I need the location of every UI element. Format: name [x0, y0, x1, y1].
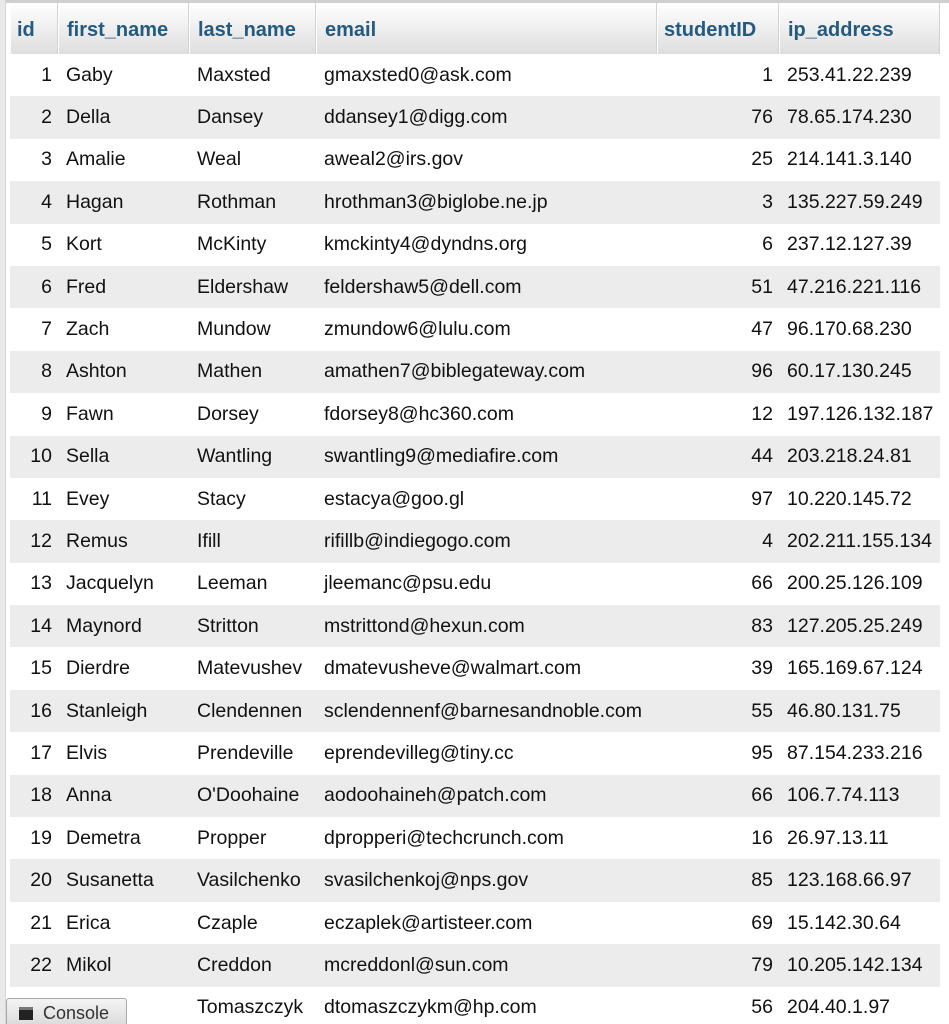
cell-ip-address: 87.154.233.216 [787, 741, 923, 764]
cell-student-id: 95 [751, 741, 773, 764]
table-header [10, 3, 940, 55]
cell-first-name: Demetra [66, 826, 141, 849]
cell-ip-address: 46.80.131.75 [787, 699, 901, 722]
cell-ip-address: 197.126.132.187 [787, 402, 934, 425]
cell-last-name: Dansey [197, 106, 264, 129]
cell-ip-address: 106.7.74.113 [787, 784, 900, 807]
cell-ip-address: 165.169.67.124 [787, 657, 923, 680]
cell-id: 5 [41, 233, 52, 256]
table-row[interactable] [10, 520, 940, 562]
cell-id: 9 [41, 402, 52, 425]
cell-id: 17 [30, 741, 52, 764]
table-row[interactable] [10, 563, 940, 605]
cell-last-name: Dorsey [197, 402, 259, 425]
cell-first-name: Erica [66, 911, 111, 934]
column-header-ip-address[interactable]: ip_address [779, 3, 940, 54]
cell-email: aodoohaineh@patch.com [324, 784, 547, 807]
cell-student-id: 76 [751, 106, 773, 129]
console-icon [19, 1007, 33, 1020]
cell-id: 4 [41, 190, 52, 213]
cell-id: 19 [30, 826, 52, 849]
cell-first-name: Hagan [66, 190, 124, 213]
cell-ip-address: 96.170.68.230 [787, 318, 912, 341]
cell-last-name: Czaple [197, 911, 258, 934]
cell-last-name: Mathen [197, 360, 263, 383]
console-label: Console [43, 1002, 110, 1023]
cell-ip-address: 135.227.59.249 [787, 190, 923, 213]
cell-id: 16 [30, 699, 52, 722]
table-row[interactable] [10, 478, 940, 520]
cell-ip-address: 47.216.221.116 [787, 275, 922, 298]
cell-id: 13 [30, 572, 52, 595]
cell-last-name: Ifill [197, 529, 221, 552]
cell-id: 7 [41, 318, 52, 341]
cell-first-name: Zach [66, 318, 110, 341]
cell-id: 14 [30, 614, 52, 637]
cell-email: mcreddonl@sun.com [324, 953, 509, 976]
cell-ip-address: 26.97.13.11 [787, 826, 889, 849]
cell-first-name: Maynord [66, 614, 142, 637]
cell-id: 10 [30, 445, 52, 468]
cell-first-name: Stanleigh [66, 699, 148, 722]
cell-id: 12 [30, 529, 52, 552]
cell-last-name: Matevushev [197, 657, 303, 680]
cell-email: rifillb@indiegogo.com [324, 529, 511, 552]
cell-first-name: Amalie [66, 148, 126, 171]
table-row[interactable] [10, 732, 940, 774]
cell-student-id: 55 [751, 699, 773, 722]
cell-first-name: Mikol [66, 953, 112, 976]
cell-email: sclendennenf@barnesandnoble.com [324, 699, 642, 722]
cell-ip-address: 237.12.127.39 [787, 233, 912, 256]
cell-ip-address: 200.25.126.109 [787, 572, 923, 595]
cell-student-id: 47 [751, 318, 773, 341]
cell-email: jleemanc@psu.edu [324, 572, 492, 595]
cell-ip-address: 15.142.30.64 [787, 911, 901, 934]
table-row[interactable] [10, 266, 940, 308]
cell-email: mstrittond@hexun.com [324, 614, 525, 637]
cell-student-id: 79 [751, 953, 773, 976]
cell-last-name: Tomaszczyk [197, 996, 304, 1019]
cell-last-name: Maxsted [197, 63, 271, 86]
cell-first-name: Fred [66, 275, 107, 298]
cell-last-name: Leeman [197, 572, 268, 595]
cell-ip-address: 214.141.3.140 [787, 148, 912, 171]
cell-id: 8 [41, 360, 52, 383]
cell-email: eczaplek@artisteer.com [324, 911, 533, 934]
cell-email: kmckinty4@dyndns.org [324, 233, 527, 256]
cell-first-name: Dierdre [66, 657, 130, 680]
cell-last-name: Creddon [197, 953, 272, 976]
left-border [0, 0, 6, 1024]
cell-first-name: Della [66, 106, 111, 129]
cell-first-name: Jacquelyn [66, 572, 154, 595]
cell-email: feldershaw5@dell.com [324, 275, 522, 298]
table-row[interactable] [10, 902, 940, 944]
cell-ip-address: 78.65.174.230 [787, 106, 912, 129]
cell-last-name: Wantling [197, 445, 273, 468]
column-header-last-name[interactable]: last_name [189, 3, 316, 54]
cell-email: gmaxsted0@ask.com [324, 63, 512, 86]
column-header-id[interactable]: id [10, 3, 58, 54]
console-button[interactable] [6, 998, 127, 1024]
cell-student-id: 66 [751, 784, 773, 807]
cell-first-name: Gaby [66, 63, 113, 86]
cell-last-name: Eldershaw [197, 275, 289, 298]
cell-student-id: 83 [751, 614, 773, 637]
cell-student-id: 69 [751, 911, 773, 934]
cell-student-id: 12 [751, 402, 773, 425]
cell-id: 2 [41, 106, 52, 129]
table-row[interactable] [10, 139, 940, 181]
cell-student-id: 4 [762, 529, 773, 552]
cell-ip-address: 10.205.142.134 [787, 953, 923, 976]
cell-id: 11 [31, 487, 52, 510]
table-row[interactable] [10, 690, 940, 732]
cell-ip-address: 202.211.155.134 [787, 529, 932, 552]
cell-student-id: 51 [751, 275, 773, 298]
cell-last-name: O'Doohaine [197, 784, 300, 807]
table-row[interactable] [10, 944, 940, 986]
table-row[interactable] [10, 647, 940, 689]
cell-first-name: Susanetta [66, 869, 154, 892]
column-header-student-id[interactable]: studentID [657, 3, 779, 54]
table-row[interactable] [10, 859, 940, 901]
table-row[interactable] [10, 54, 940, 96]
table-row[interactable] [10, 308, 940, 350]
cell-email: dpropperi@techcrunch.com [324, 826, 564, 849]
cell-email: swantling9@mediafire.com [324, 445, 559, 468]
cell-ip-address: 123.168.66.97 [787, 869, 912, 892]
cell-last-name: Clendennen [197, 699, 303, 722]
cell-last-name: Vasilchenko [197, 869, 301, 892]
cell-first-name: Remus [66, 529, 128, 552]
cell-student-id: 85 [751, 869, 773, 892]
cell-last-name: Prendeville [197, 741, 294, 764]
cell-first-name: Fawn [66, 402, 114, 425]
cell-email: estacya@goo.gl [324, 487, 465, 510]
cell-id: 6 [41, 275, 52, 298]
table-body [10, 54, 940, 1024]
cell-email: amathen7@biblegateway.com [324, 360, 586, 383]
cell-last-name: Rothman [197, 190, 277, 213]
cell-email: hrothman3@biglobe.ne.jp [324, 190, 548, 213]
cell-last-name: Stacy [197, 487, 246, 510]
cell-ip-address: 10.220.145.72 [787, 487, 912, 510]
cell-email: zmundow6@lulu.com [324, 318, 511, 341]
table-row[interactable] [10, 436, 940, 478]
cell-student-id: 39 [751, 657, 773, 680]
cell-student-id: 25 [751, 148, 773, 171]
cell-id: 3 [41, 148, 52, 171]
cell-ip-address: 60.17.130.245 [787, 360, 912, 383]
cell-ip-address: 204.40.1.97 [787, 996, 891, 1019]
table-row[interactable] [10, 775, 940, 817]
cell-student-id: 56 [751, 996, 773, 1019]
table-row[interactable] [10, 351, 940, 393]
cell-student-id: 1 [762, 63, 773, 86]
cell-last-name: Weal [197, 148, 242, 171]
cell-student-id: 6 [762, 233, 773, 256]
cell-student-id: 66 [751, 572, 773, 595]
cell-student-id: 16 [751, 826, 773, 849]
cell-first-name: Evey [66, 487, 110, 510]
table-row[interactable] [10, 393, 940, 435]
cell-first-name: Ashton [66, 360, 127, 383]
cell-id: 20 [30, 869, 52, 892]
table-row[interactable] [10, 224, 940, 266]
cell-first-name: Anna [66, 784, 112, 807]
table-row[interactable] [10, 605, 940, 647]
cell-email: dmatevusheve@walmart.com [324, 657, 582, 680]
cell-last-name: Mundow [197, 318, 271, 341]
cell-id: 1 [41, 63, 52, 86]
cell-email: eprendevilleg@tiny.cc [324, 741, 514, 764]
cell-id: 22 [30, 953, 52, 976]
cell-last-name: Stritton [197, 614, 259, 637]
cell-first-name: Elvis [66, 741, 108, 764]
cell-email: dtomaszczykm@hp.com [324, 996, 537, 1019]
cell-email: aweal2@irs.gov [324, 148, 464, 171]
cell-email: svasilchenkoj@nps.gov [324, 869, 529, 892]
cell-email: ddansey1@digg.com [324, 106, 508, 129]
cell-id: 21 [30, 911, 52, 934]
cell-id: 18 [30, 784, 52, 807]
cell-first-name: Sella [66, 445, 110, 468]
cell-student-id: 97 [751, 487, 773, 510]
cell-id: 15 [30, 657, 52, 680]
cell-ip-address: 203.218.24.81 [787, 445, 912, 468]
column-header-first-name[interactable]: first_name [58, 3, 189, 54]
cell-ip-address: 253.41.22.239 [787, 63, 912, 86]
cell-student-id: 3 [762, 190, 773, 213]
table-row[interactable] [10, 96, 940, 138]
cell-student-id: 44 [751, 445, 773, 468]
table-row[interactable] [10, 987, 940, 1024]
cell-email: fdorsey8@hc360.com [324, 402, 514, 425]
cell-student-id: 96 [751, 360, 773, 383]
column-header-email[interactable]: email [316, 3, 657, 54]
cell-last-name: Propper [197, 826, 267, 849]
table-row[interactable] [10, 817, 940, 859]
table-row[interactable] [10, 181, 940, 223]
cell-ip-address: 127.205.25.249 [787, 614, 923, 637]
cell-last-name: McKinty [197, 233, 267, 256]
cell-first-name: Kort [66, 233, 102, 256]
